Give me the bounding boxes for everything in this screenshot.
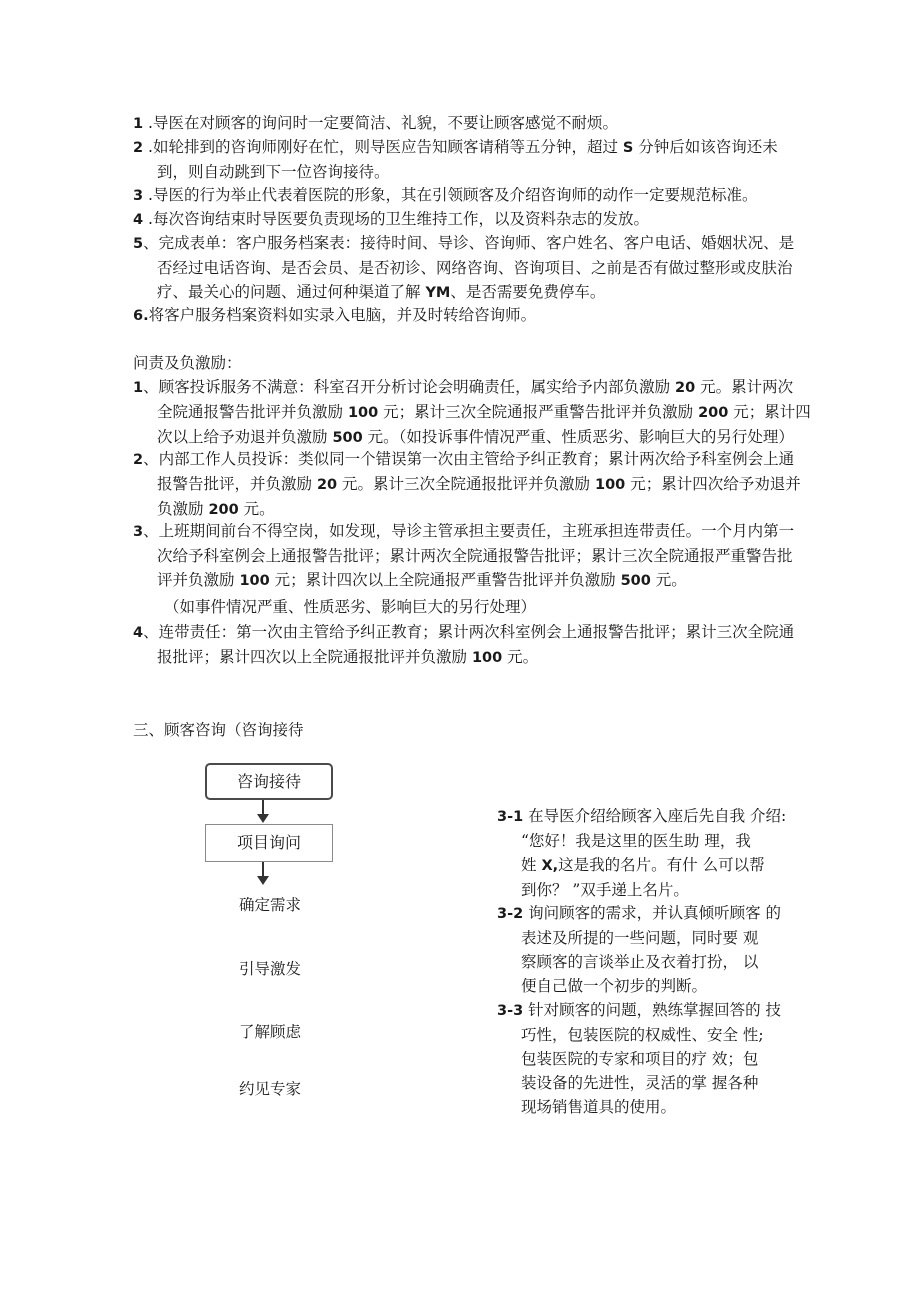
step-text: 到你？ ”双手递上名片。 xyxy=(521,881,689,899)
step-3-1 xyxy=(497,804,797,902)
item-text: 负激励 xyxy=(157,500,209,518)
item-text: 报警告批评，并负激励 xyxy=(157,475,317,493)
step-text: “您好！我是这里的医生助 理，我 xyxy=(521,832,751,850)
item-number: 5 xyxy=(133,236,144,252)
step-text: 包装医院的专家和项目的疗 效；包 xyxy=(521,1050,759,1068)
amount: 500 xyxy=(332,430,363,446)
item-text: .导医的行为举止代表着医院的形象，其在引领顾客及介绍咨询师的动作一定要规范标准。 xyxy=(143,186,758,204)
item-text: 元。累计三次全院通报批评并负激励 xyxy=(337,475,595,493)
item-text: 疗、最关心的问题、通过何种渠道了解 xyxy=(157,283,426,301)
step-text: 询问顾客的需求，并认真倾听顾客 的 xyxy=(523,904,782,922)
amount: 500 xyxy=(620,573,651,589)
amount: 100 xyxy=(594,477,626,493)
step-number: 3-2 xyxy=(497,906,524,922)
inline-bold: YM xyxy=(425,285,451,301)
amount: 100 xyxy=(239,573,270,589)
step-text: 现场销售道具的使用。 xyxy=(521,1098,677,1116)
item-number: 4 xyxy=(133,212,144,228)
inline-bold: X, xyxy=(541,858,559,874)
item-text: 、是否需要免费停车。 xyxy=(450,283,606,301)
amount: 20 xyxy=(675,380,696,396)
section3-heading: 三、顾客咨询（咨询接待 xyxy=(133,721,304,739)
item-text: 、内部工作人员投诉：类似同一个错误第一次由主管给予纠正教育；累计两次给予科室例会上通 xyxy=(143,450,795,468)
flow-step-concerns: 了解顾虑 xyxy=(238,1023,301,1041)
item-text: 元；累计四 xyxy=(728,403,811,421)
step-number: 3-3 xyxy=(497,1003,524,1019)
step-text: 装设备的先进性，灵活的掌 握各种 xyxy=(521,1074,759,1092)
item-text: 否经过电话咨询、是否会员、是否初诊、网络咨询、咨询项目、之前是否有做过整形或皮肤治 xyxy=(157,259,793,277)
step-text: 巧性，包装医院的权威性、安全 性; xyxy=(521,1026,764,1044)
step-text: 察顾客的言谈举止及衣着打扮， 以 xyxy=(521,953,759,971)
item-text: 元。 xyxy=(238,500,275,518)
item-text: 元；累计四次以上全院通报严重警告批评并负激励 xyxy=(269,571,621,589)
flow-step-confirm-needs: 确定需求 xyxy=(238,896,301,914)
flow-box-project-inquiry: 项目询问 xyxy=(205,824,333,862)
arrow-head-2 xyxy=(257,876,269,885)
amount: 100 xyxy=(347,405,379,421)
item-text: 到，则自动跳到下一位咨询接待。 xyxy=(157,163,390,181)
item-text: 将客户服务档案资料如实录入电脑，并及时转给咨询师。 xyxy=(148,306,537,324)
item-number: 3 xyxy=(133,188,144,204)
step-text: 便自己做一个初步的判断。 xyxy=(521,977,708,995)
item-number: 2 xyxy=(133,452,144,468)
item-text: .如轮排到的咨询师刚好在忙，则导医应告知顾客请稍等五分钟，超过 xyxy=(143,138,623,156)
item-number: 6. xyxy=(133,308,149,324)
arrow-head-1 xyxy=(257,814,269,823)
item-text: 、完成表单：客户服务档案表：接待时间、导诊、咨询师、客户姓名、客户电话、婚姻状况、是 xyxy=(143,234,795,252)
item-text: 、顾客投诉服务不满意：科室召开分析讨论会明确责任，属实给予内部负激励 xyxy=(143,378,676,396)
item-text: 评并负激励 xyxy=(157,571,240,589)
inline-bold: S xyxy=(622,140,634,156)
step-text: 针对顾客的问题，熟练掌握回答的 技 xyxy=(523,1001,782,1019)
item-text: 元。（如投诉事件情况严重、性质恶劣、影响巨大的另行处理） xyxy=(362,428,794,446)
item-text: 次给予科室例会上通报警告批评；累计两次全院通报警告批评；累计三次全院通报严重警告批 xyxy=(157,547,793,565)
flow-box-consult-reception: 咨询接待 xyxy=(205,763,333,800)
item-text: .导医在对顾客的询问时一定要简洁、礼貌，不要让顾客感觉不耐烦。 xyxy=(143,114,618,132)
item-text: 报批评；累计四次以上全院通报批评并负激励 xyxy=(157,648,472,666)
item-text: .每次咨询结束时导医要负责现场的卫生维持工作，以及资料杂志的发放。 xyxy=(143,210,649,228)
amount: 200 xyxy=(208,502,239,518)
item-number: 1 xyxy=(133,380,144,396)
step-3-2 xyxy=(497,901,797,998)
item-number: 4 xyxy=(133,625,144,641)
step-text: 在导医介绍给顾客入座后先自我 介绍: xyxy=(523,807,787,825)
step-number: 3-1 xyxy=(497,809,524,825)
amount: 20 xyxy=(316,477,338,493)
step-text: 表述及所提的一些问题，同时要 观 xyxy=(521,929,759,947)
flow-step-guide: 引导激发 xyxy=(238,960,301,978)
item-text: 元；累计四次给予劝退并 xyxy=(625,475,801,493)
item-text: 元；累计三次全院通报严重警告批评并负激励 xyxy=(378,403,699,421)
item-number: 1 xyxy=(133,116,144,132)
item-text: 、连带责任：第一次由主管给予纠正教育；累计两次科室例会上通报警告批评；累计三次全院通 xyxy=(143,623,795,641)
item-number: 2 xyxy=(133,140,144,156)
amount: 200 xyxy=(698,405,729,421)
item-text: 元。 xyxy=(502,648,539,666)
amount: 100 xyxy=(471,650,503,666)
item-text: 次以上给予劝退并负激励 xyxy=(157,428,333,446)
flow-step-meet-expert: 约见专家 xyxy=(238,1080,301,1098)
item-text: 、上班期间前台不得空岗，如发现，导诊主管承担主要责任，主班承担连带责任。一个月内第一 xyxy=(143,522,795,540)
note-text: （如事件情况严重、性质恶劣、影响巨大的另行处理） xyxy=(164,598,537,616)
accountability-heading: 问责及负激励： xyxy=(133,354,242,372)
item-text: 元。累计两次 xyxy=(695,378,794,396)
item-text: 分钟后如该咨询还未 xyxy=(633,138,778,156)
step-text: 姓 xyxy=(521,856,542,874)
item-text: 元。 xyxy=(650,571,687,589)
item-text: 全院通报警告批评并负激励 xyxy=(157,403,348,421)
step-text: 这是我的名片。有什 么可以帮 xyxy=(558,856,765,874)
step-3-3 xyxy=(497,998,797,1119)
item-number: 3 xyxy=(133,524,144,540)
